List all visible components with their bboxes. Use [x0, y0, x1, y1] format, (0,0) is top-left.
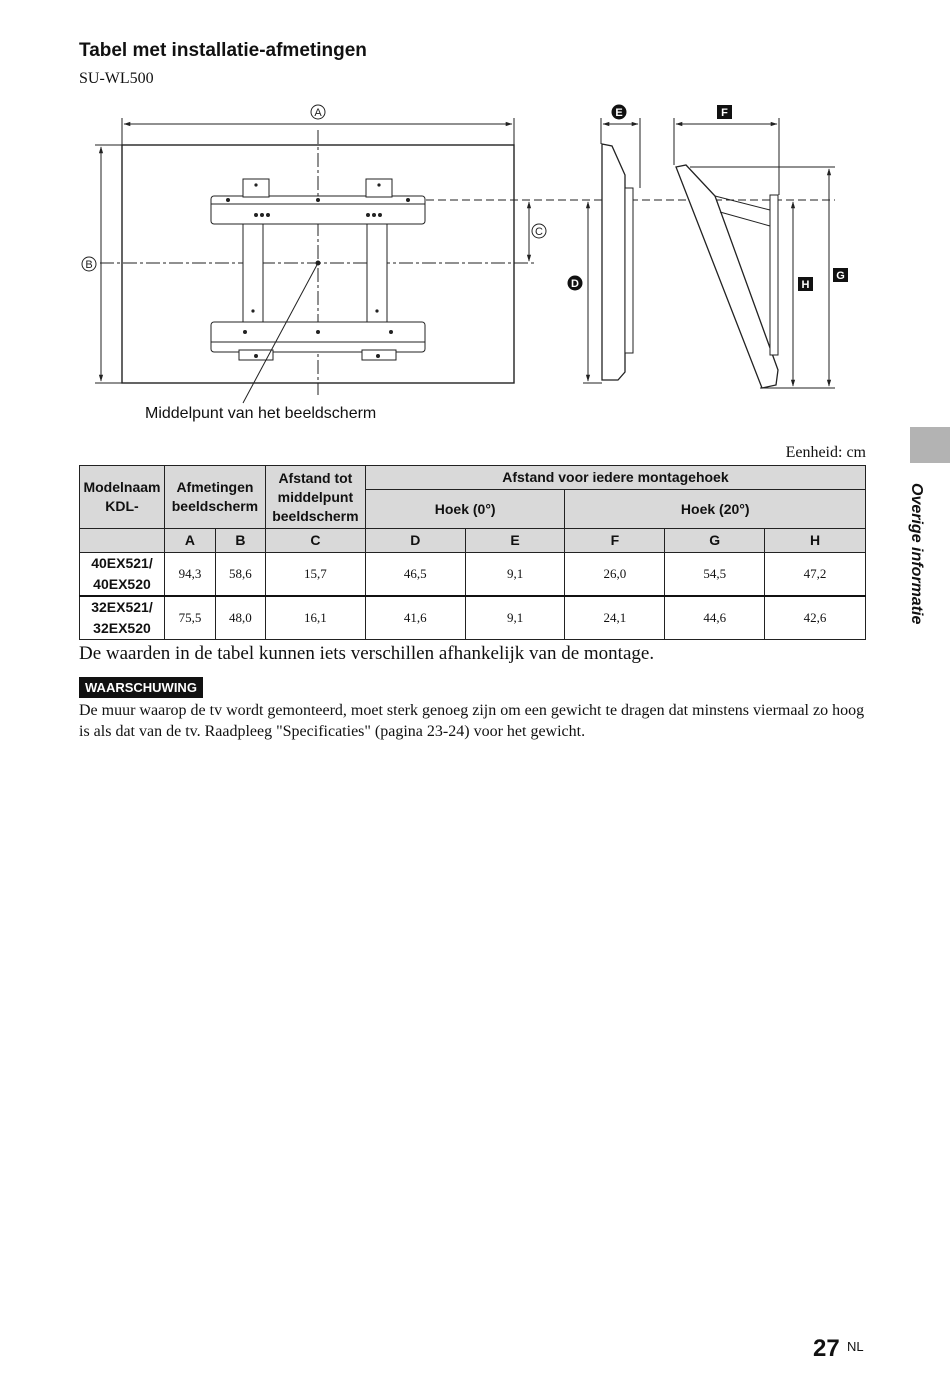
svg-text:H: H — [801, 279, 810, 291]
marker-h — [798, 277, 813, 291]
value-b: 58,6 — [215, 553, 265, 597]
value-h: 42,6 — [765, 596, 866, 640]
marker-b — [82, 257, 96, 271]
header-col-e: E — [465, 529, 565, 553]
installation-diagram — [0, 0, 950, 440]
header-col-h: H — [765, 529, 866, 553]
value-f: 24,1 — [565, 596, 665, 640]
svg-text:F: F — [721, 107, 728, 119]
svg-text:A: A — [314, 107, 322, 119]
model-name: SU-WL500 — [79, 70, 154, 87]
header-angle-group: Afstand voor iedere montagehoek — [365, 466, 865, 490]
section-tab — [910, 427, 950, 463]
value-g: 44,6 — [665, 596, 765, 640]
marker-c — [532, 224, 546, 238]
header-col-b: B — [215, 529, 265, 553]
value-d: 46,5 — [365, 553, 465, 597]
table-row — [80, 553, 866, 597]
value-e: 9,1 — [465, 553, 565, 597]
header-center-distance: Afstand tot middelpunt beeldscherm — [265, 466, 365, 529]
header-col-d: D — [365, 529, 465, 553]
header-col-a: A — [164, 529, 215, 553]
header-col-empty — [80, 529, 165, 553]
header-model: Modelnaam KDL- — [80, 466, 165, 529]
svg-text:C: C — [535, 226, 543, 238]
page-number: 27 — [813, 1335, 840, 1362]
svg-text:G: G — [836, 270, 845, 282]
value-b: 48,0 — [215, 596, 265, 640]
header-angle-0: Hoek (0°) — [365, 490, 565, 529]
center-label: Middelpunt van het beeldscherm — [145, 405, 377, 422]
unit-label: Eenheid: cm — [785, 444, 866, 461]
model-cell: 40EX521/ 40EX520 — [80, 553, 165, 597]
header-col-f: F — [565, 529, 665, 553]
value-c: 16,1 — [265, 596, 365, 640]
tv-side-view-20 — [676, 165, 778, 388]
value-f: 26,0 — [565, 553, 665, 597]
svg-text:E: E — [615, 107, 623, 119]
value-c: 15,7 — [265, 553, 365, 597]
table-note: De waarden in de tabel kunnen iets verschillen afhankelijk van de montage. — [79, 643, 655, 664]
section-side-label: Overige informatie — [908, 483, 925, 625]
warning-text: De muur waarop de tv wordt gemonteerd, moet sterk genoeg zijn om een gewicht te dragen dat minstens viermaal zo hoog is als dat van de tv. Raadpleeg "Specificaties" (pagina 23-24) voor het gewicht. — [79, 702, 865, 740]
section-title: Tabel met installatie-afmetingen — [79, 40, 367, 61]
marker-d — [568, 276, 583, 291]
value-a: 94,3 — [164, 553, 215, 597]
value-h: 47,2 — [765, 553, 866, 597]
svg-text:D: D — [571, 278, 579, 290]
header-col-g: G — [665, 529, 765, 553]
header-col-c: C — [265, 529, 365, 553]
value-e: 9,1 — [465, 596, 565, 640]
value-a: 75,5 — [164, 596, 215, 640]
marker-a — [311, 105, 325, 119]
table-row — [80, 596, 866, 640]
value-g: 54,5 — [665, 553, 765, 597]
warning-label: WAARSCHUWING — [79, 677, 203, 698]
page-language: NL — [847, 1339, 864, 1354]
marker-f — [717, 105, 732, 119]
svg-text:B: B — [85, 259, 93, 271]
dimensions-table — [79, 465, 866, 640]
marker-e — [612, 105, 627, 120]
header-dimensions: Afmetingen beeldscherm — [164, 466, 265, 529]
marker-g — [833, 268, 848, 282]
value-d: 41,6 — [365, 596, 465, 640]
model-cell: 32EX521/ 32EX520 — [80, 596, 165, 640]
tv-side-view-0 — [602, 144, 625, 380]
header-angle-20: Hoek (20°) — [565, 490, 866, 529]
